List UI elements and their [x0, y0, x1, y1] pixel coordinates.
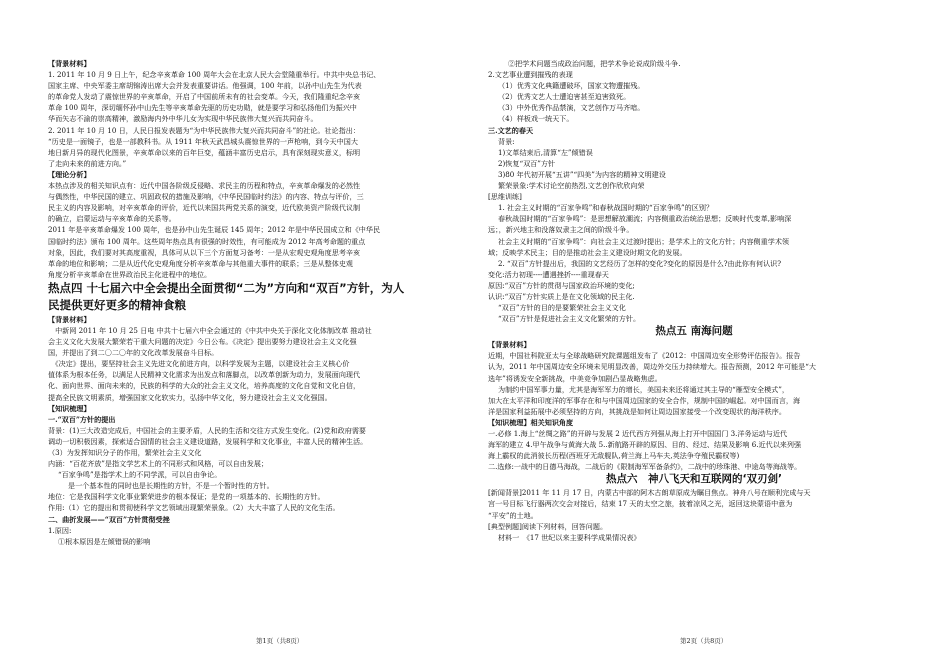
subheading: 【背景材料】	[488, 340, 531, 350]
text-line: [思维训练]	[488, 192, 522, 202]
text-line: 地日新月异的现代化图景，辛亥革命以来的百年巨变，蕴涵丰富历史启示，具有深刻现实意义，标明	[48, 147, 361, 157]
text-line: 1. 社会主义时期的“百家争鸣”和春秋战国时期的“百家争鸣”的区别？	[498, 203, 714, 213]
subheading: 【背景材料】	[48, 59, 91, 68]
text-line: 域；反映学术民主；目的是推动社会主义建设时期文化的发展。	[488, 247, 687, 257]
text-line: 认为，2011 年中国周边安全环境未见明显改善，周边外交压力持续增大。报告预测，2012 年可能是“大	[488, 362, 816, 372]
text-line: [典型例题]阅读下列材料，回答问题。	[488, 521, 608, 531]
page-number-left: 第1页（共8页）	[256, 637, 304, 645]
text-line: “平安”的土地。	[488, 510, 538, 520]
text-line: 材料一 《17 世纪以来主要科学成果情况表》	[498, 532, 641, 542]
subheading: 三.文艺的春天	[488, 125, 534, 135]
section-heading: 民提供更好更多的精神食粮	[48, 297, 186, 312]
text-line: 调动一切积极因素，探索适合国情的社会主义建设道路，发展科学和文化事业，丰富人民的精神生活。	[48, 436, 368, 446]
text-line: 近期，中国社科院亚太与全球战略研究院课题组发布了《2012：中国周边安全形势评估报告》。报告	[488, 351, 801, 361]
text-line: 繁荣景象:学术讨论空前热烈,文艺创作欣欣向荣	[498, 181, 645, 191]
text-line: 海上霸权的此消彼长历程(西班牙无敌舰队,荷兰海上马车夫,英法争夺殖民霸权等)	[488, 451, 740, 461]
text-line: 角度分析辛亥革命在世界政治民主化进程中的地位。	[48, 269, 212, 279]
text-line: （4）样板戏一统天下。	[498, 114, 574, 124]
text-line: （1）优秀文化典籍遭破坏，国家文物遭摧残。	[498, 81, 645, 91]
text-line: 2.文艺事业遭到摧残的表现	[488, 70, 573, 80]
text-line: ①根本原因是左倾错误的影响	[58, 536, 151, 546]
text-line: 选年”将诱发安全新挑战，中美竞争加剧凸显战略焦虑。	[488, 373, 662, 383]
text-line: 春秋战国时期的“百家争鸣”：是思想解放潮流；内容侧重政治统治思想；反映时代变革,影响深	[498, 214, 792, 224]
text-line: 2)恢复“双百”方针	[498, 158, 556, 168]
text-line: 本热点涉及的相关知识点有：近代中国各阶级反侵略、求民主的历程和特点，辛亥革命爆发的必然性	[48, 181, 361, 191]
text-line: 社会主义时期的“百家争鸣”：向社会主义过渡时提出；是学术上的文化方针；内容侧重学术领	[498, 236, 790, 246]
text-line: 民主义的内容及影响，对辛亥革命的评价，近代以来国共两党关系的演变，近代欧美资产阶级代议制	[48, 203, 361, 213]
text-line: 了走向未来的前进方向。”	[48, 158, 127, 168]
text-line: 2. 2011 年 10 月 10 日，人民日报发表题为“为中华民族伟大复兴而共同奋斗”的社论。社论指出：	[48, 125, 360, 135]
text-line: 2011 年是辛亥革命爆发 100 周年，也是孙中山先生诞辰 145 周年；2012 年是中华民国成立和《中华民	[48, 225, 381, 235]
subheading: 【理论分析】	[48, 169, 91, 179]
text-line: 1.原因:	[48, 525, 72, 535]
section-heading: 热点五 南海问题	[655, 325, 733, 338]
text-line: 一.必修 1.海上“丝绸之路”的开辟与发展 2 近代西方列强从海上打开中国国门 3.洋务运动与近代	[488, 429, 788, 438]
text-line: 洋是国家利益拓展中必须坚持的方向，其挑战是如何让周边国家接受一个改变现状的海洋秩序。	[488, 406, 786, 416]
text-line: 1. 2011 年 10 月 9 日上午，纪念辛亥革命 100 周年大会在北京人民大会堂隆重举行。中共中央总书记、	[48, 70, 381, 80]
text-line: 地位：它是我国科学文化事业繁荣进步的根本保证；是党的一项基本的、长期性的方针。	[48, 492, 325, 502]
text-line: 为制约中国军事力量，尤其是海军军力的增长，美国未来还将通过其主导的“雁型安全模式”，	[498, 384, 790, 394]
subheading: 【知识梳理】	[48, 403, 91, 413]
text-line: （2）优秀文艺人士遭迫害甚至迫害致死。	[498, 92, 631, 102]
section-heading: 热点四 十七届六中全会提出全面贯彻“二为”方向和“双百”方针，为人	[48, 280, 405, 295]
subheading: 【背景材料】	[48, 314, 91, 324]
section-heading: 热点六 神八飞天和互联网的‘双刃剑’	[606, 473, 782, 486]
text-line: 背景：(1)三大改造完成后，中国社会的主要矛盾，人民的生活和交往方式发生变化。(2)党和政府需要	[48, 425, 367, 435]
text-line: 与偶然性，中华民国的建立、巩固政权的措施及影响，《中华民国临时约法》的内容、特点与评价，三	[48, 192, 364, 202]
text-line: 化、面向世界、面向未来的，民族的科学的大众的社会主义文化，培养高度的文化自觉和文化自信，	[48, 381, 361, 391]
text-line: 二.选修:一战中的日德马海战，二战后的《限制海军军备条约》，二战中的珍珠港、中途岛等海战等。	[488, 462, 802, 472]
subheading: 二、曲折发展——“双百”方针贯彻受挫	[48, 514, 170, 524]
text-line: 值体系为根本任务，以满足人民精神文化需求为出发点和落脚点，以改革创新为动力，发展面向现代	[48, 370, 361, 380]
text-line: “双百”方针的目的是要繁荣社会主义文化	[498, 303, 626, 313]
text-line: 的革命党人发动了震惊世界的辛亥革命，开启了中国前所未有的社会变革。今天，我们隆重纪念辛亥	[48, 92, 361, 102]
text-line: 认识:“双百”方针实质上是在文化领域的民主化.	[488, 291, 635, 301]
text-line: 对象，因此，我们要对其高度重视，具体可从以下三个方面复习备考：一是从宏观史观角度思考辛亥	[48, 247, 361, 257]
text-line: [新闻背景]2011 年 11 月 17 日，内蒙古中部的阿木古朗草原成为瞩目焦点。神舟八号在顺利完成与天	[488, 488, 811, 498]
text-line: 华而矢志不渝的崇高精神，激励海内外中华儿女为实现中华民族伟大复兴而共同奋斗。	[48, 114, 318, 124]
text-line: 海军的建立 4.甲午战争与黄海大战 5..新航路开辟的原因、目的、经过、结果及影响 6.近代以来列强	[488, 440, 802, 450]
text-line: “历史是一面镜子，也是一部教科书。从 1911 年秋天武昌城头震惊世界的一声枪响，到今天中国大	[48, 136, 358, 146]
text-line: （3）为发挥知识分子的作用，繁荣社会主义文化	[48, 448, 202, 457]
text-line: “百家争鸣”是指学术上的不同学派，可以自由争论。	[58, 470, 222, 480]
text-line: “双百”方针是促进社会主义文化繁荣的方针。	[498, 314, 641, 324]
text-line: 3)80 年代初开展“五讲”“四美”为内容的精神文明建设	[498, 169, 666, 179]
text-line: 宫一号目标飞行器两次交会对接后，结束 17 天的太空之旅，披着凉风之光，返回这块蒙语中意为	[488, 499, 793, 509]
subheading: 【知识梳理】相关知识角度	[488, 417, 574, 427]
text-line: 背景:	[498, 136, 515, 146]
left-page-column	[48, 58, 460, 643]
text-line: 加大在太平洋和印度洋的军事存在和与中国周边国家的安全合作，规制中国的崛起。对中国而言，海	[488, 395, 801, 405]
right-page-column	[488, 58, 900, 643]
text-line: 提高全民族文明素质，增强国家文化软实力，弘扬中华文化，努力建设社会主义文化强国。	[48, 392, 332, 402]
text-line: 会主义文化大发展大繁荣若干重大问题的决定》今日公布。《决定》提出要努力建设社会主义文化强	[48, 337, 357, 347]
text-line: （3）中外优秀作品禁演，文艺创作万马齐喑。	[498, 103, 645, 113]
text-line: 革命的地位和影响；二是从近代化史观角度分析辛亥革命与其他重大事件的联系；三是从整体史观	[48, 258, 354, 268]
text-line: 革命 100 周年，深切缅怀孙中山先生等辛亥革命先驱的历史功勋，就是要学习和弘扬他们为振兴中	[48, 103, 357, 113]
text-line: 是一个基本性的同时也是长期性的方针，不是一个暂时性的方针。	[68, 481, 274, 491]
text-line: 《决定》提出，要坚持社会主义先进文化前进方向，以科学发展为主题，以建设社会主义核心价	[48, 359, 350, 369]
text-line: 原因:“双百”方针的贯彻与国家政治环境的变化;	[488, 280, 635, 290]
text-line: 远；，新兴地主和没落奴隶主之间的阶级斗争。	[488, 225, 634, 235]
text-line: 的确立，启蒙运动与辛亥革命的关系等。	[48, 214, 176, 224]
subheading: 一.“双百”方针的提出	[48, 414, 116, 424]
text-line: 2. “双百”方针提出后，我国的文艺经历了怎样的变化?变化的原因是什么?由此你有何认识?	[498, 258, 782, 268]
text-line: 国，并提出了到二〇二〇年的文化改革发展奋斗目标。	[48, 348, 219, 358]
page-number-right: 第2页（共8页）	[680, 637, 728, 645]
text-line: 变化:活力初现----遭遇挫折----重现春天	[488, 269, 609, 279]
text-line: 1)文革结束后,清算“左”倾错误	[498, 147, 593, 157]
text-line: 内涵：“百花齐放”是指文学艺术上的不同形式和风格，可以自由发展；	[48, 459, 269, 469]
text-line: ②把学术问题当成政治问题，把学术争论说成阶级斗争.	[508, 59, 681, 68]
text-line: 作用:（1）它的提出和贯彻使科学文艺领域出现繁荣景象。（2）大大丰富了人民的文化生活。	[48, 503, 340, 513]
text-line: 中新网 2011 年 10 月 25 日电 中共十七届六中全会通过的《中共中央关于深化文化体制改革 推动社	[48, 325, 372, 335]
text-line: 国临时约法》颁布 100 周年。这些周年热点具有很强的时效性，有可能成为 2012 年高考命题的重点	[48, 236, 366, 246]
text-line: 国家主席、中央军委主席胡锦涛出席大会并发表重要讲话。他强调，100 年前，以孙中山先生为代表	[48, 81, 362, 91]
